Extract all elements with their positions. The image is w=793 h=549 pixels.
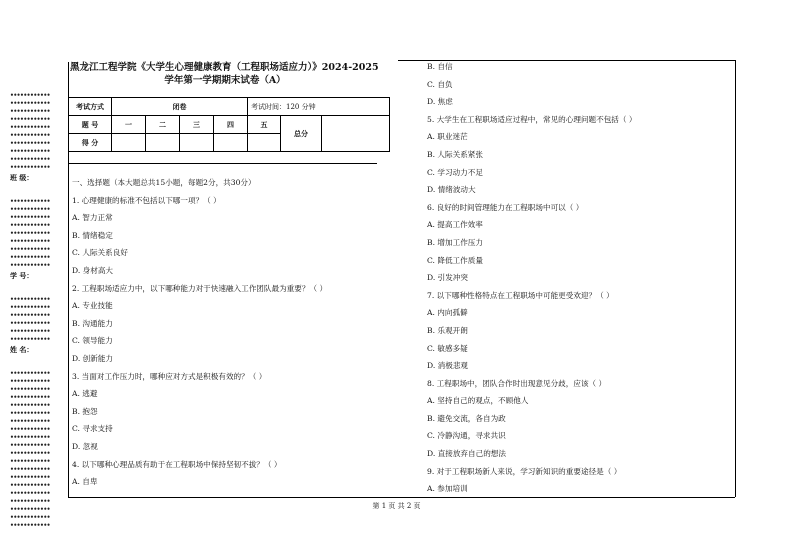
column-header: 五	[248, 116, 281, 134]
binding-dots: ••••••••••••	[10, 206, 51, 213]
binding-margin	[10, 92, 60, 530]
exam-mode-value: 闭卷	[112, 98, 248, 116]
binding-dots: ••••••••••••	[10, 506, 51, 513]
option: A. 提高工作效率	[427, 220, 483, 230]
binding-dots: ••••••••••••	[10, 482, 51, 489]
binding-dots: ••••••••••••	[10, 410, 51, 417]
page-footer: 第 1 页 共 2 页	[372, 502, 421, 510]
binding-dots: ••••••••••••	[10, 434, 51, 441]
binding-dots: ••••••••••••	[10, 148, 51, 155]
binding-dots: ••••••••••••	[10, 214, 51, 221]
binding-dots: ••••••••••••	[10, 92, 51, 99]
binding-dots: ••••••••••••	[10, 336, 51, 343]
exam-mode-label: 考试方式	[69, 98, 112, 116]
option: D. 引发冲突	[427, 273, 469, 283]
binding-dots: ••••••••••••	[10, 304, 51, 311]
binding-dots: ••••••••••••	[10, 370, 51, 377]
option: C. 敏感多疑	[427, 343, 468, 353]
score-cell	[214, 134, 248, 152]
binding-dots: ••••••••••••	[10, 450, 51, 457]
question-no-label: 题 号	[69, 116, 112, 134]
question: 5. 大学生在工程职场适应过程中，常见的心理问题不包括（ ）	[427, 114, 637, 124]
option: B. 抱怨	[72, 406, 98, 416]
question: 7. 以下哪种性格特点在工程职场中可能更受欢迎？（ ）	[427, 290, 614, 300]
option: A. 专业技能	[72, 301, 113, 311]
spacer	[10, 282, 60, 296]
option: B. 自信	[427, 62, 453, 71]
binding-dots: ••••••••••••	[10, 426, 51, 433]
binding-dots: ••••••••••••	[10, 378, 51, 385]
option: B. 增加工作压力	[427, 237, 483, 247]
binding-dots: ••••••••••••	[10, 296, 51, 303]
section-heading: 一、选择题（本大题总共15小题，每题2分，共30分）	[72, 178, 256, 187]
option: C. 人际关系良好	[72, 248, 128, 258]
option: C. 自负	[427, 79, 453, 89]
option: D. 情绪波动大	[427, 185, 476, 195]
binding-dots: ••••••••••••	[10, 320, 51, 327]
question: 1. 心理健康的标准不包括以下哪一项？（ ）	[72, 195, 221, 205]
binding-dots: ••••••••••••	[10, 442, 51, 449]
option: B. 沟通能力	[72, 318, 113, 328]
exam-title	[70, 61, 400, 87]
binding-dots: ••••••••••••	[10, 198, 51, 205]
binding-dots: ••••••••••••	[10, 124, 51, 131]
option: A. 坚持自己的观点，不顾他人	[427, 396, 529, 406]
binding-dots: ••••••••••••	[10, 474, 51, 481]
binding-dots: ••••••••••••	[10, 254, 51, 261]
binding-dots: ••••••••••••	[10, 246, 51, 253]
option: B. 情绪稳定	[72, 230, 113, 240]
binding-dots: ••••••••••••	[10, 156, 51, 163]
spacer	[10, 356, 60, 370]
column-header: 二	[146, 116, 180, 134]
option: A. 逃避	[72, 389, 98, 399]
option: B. 避免交流，各自为政	[427, 413, 506, 423]
option: D. 身材高大	[72, 265, 114, 275]
class-field-label: 班 级：	[10, 173, 34, 182]
option: B. 人际关系紧张	[427, 149, 483, 159]
option: A. 职业迷茫	[427, 132, 468, 142]
binding-dots: ••••••••••••	[10, 312, 51, 319]
score-cell	[180, 134, 214, 152]
option: C. 降低工作质量	[427, 255, 483, 265]
binding-dots: ••••••••••••	[10, 132, 51, 139]
option: C. 领导能力	[72, 336, 113, 346]
question: 9. 对于工程职场新人来说，学习新知识的重要途径是（ ）	[427, 466, 622, 476]
title-line-2: 学年第一学期期末试卷（A）	[164, 75, 286, 86]
binding-dots: ••••••••••••	[10, 514, 51, 521]
question: 3. 当面对工作压力时，哪种应对方式是积极有效的？（ ）	[72, 371, 267, 381]
column-header: 四	[214, 116, 248, 134]
frame-border-right	[735, 60, 736, 497]
binding-dots: ••••••••••••	[10, 522, 51, 529]
binding-dots: ••••••••••••	[10, 230, 51, 237]
total-score-cell	[322, 116, 390, 152]
option: D. 创新能力	[72, 353, 114, 363]
option: D. 消极悲观	[427, 361, 469, 371]
binding-dots: ••••••••••••	[10, 116, 51, 123]
option: A. 内向孤僻	[427, 308, 468, 318]
column-header: 三	[180, 116, 214, 134]
question: 6. 良好的时间管理能力在工程职场中可以（ ）	[427, 202, 584, 212]
binding-dots: ••••••••••••	[10, 386, 51, 393]
student-id-field-label: 学 号：	[10, 271, 34, 280]
binding-dots: ••••••••••••	[10, 238, 51, 245]
binding-dots: ••••••••••••	[10, 328, 51, 335]
option: C. 冷静沟通，寻求共识	[427, 431, 506, 441]
binding-dots: ••••••••••••	[10, 140, 51, 147]
total-label: 总分	[281, 116, 322, 152]
option: B. 乐观开朗	[427, 325, 468, 335]
option: C. 学习动力不足	[427, 167, 483, 177]
option: A. 自卑	[72, 477, 98, 487]
score-cell	[146, 134, 180, 152]
binding-dots: ••••••••••••	[10, 164, 51, 171]
binding-dots: ••••••••••••	[10, 262, 51, 269]
binding-dots: ••••••••••••	[10, 100, 51, 107]
binding-dots: ••••••••••••	[10, 498, 51, 505]
option: D. 直接放弃自己的想法	[427, 449, 506, 459]
question: 8. 工程职场中，团队合作时出现意见分歧，应该（ ）	[427, 378, 607, 388]
binding-dots: ••••••••••••	[10, 394, 51, 401]
score-label: 得 分	[69, 134, 112, 152]
binding-dots: ••••••••••••	[10, 222, 51, 229]
option: D. 忽视	[72, 441, 98, 451]
score-cell	[248, 134, 281, 152]
binding-dots: ••••••••••••	[10, 418, 51, 425]
column-header: 一	[112, 116, 146, 134]
name-field-label: 姓 名：	[10, 345, 34, 354]
exam-time: 考试时间：120 分钟	[248, 98, 390, 116]
score-table	[68, 97, 390, 152]
binding-dots: ••••••••••••	[10, 458, 51, 465]
right-column	[427, 58, 637, 498]
binding-dots: ••••••••••••	[10, 402, 51, 409]
option: C. 寻求支持	[72, 424, 113, 434]
binding-dots: ••••••••••••	[10, 466, 51, 473]
spacer	[10, 184, 60, 198]
binding-dots: ••••••••••••	[10, 108, 51, 115]
option: A. 参加培训	[427, 484, 468, 494]
left-column	[72, 174, 327, 491]
option: A. 智力正常	[72, 213, 113, 223]
option: D. 焦虑	[427, 97, 453, 107]
divider	[68, 163, 377, 164]
title-line-1: 黑龙江工程学院《大学生心理健康教育（工程职场适应力）》2024-2025	[70, 62, 379, 73]
binding-dots: ••••••••••••	[10, 490, 51, 497]
score-cell	[112, 134, 146, 152]
question: 4. 以下哪种心理品质有助于在工程职场中保持坚韧不拔？（ ）	[72, 459, 282, 469]
question: 2. 工程职场适应力中，以下哪种能力对于快速融入工作团队最为重要？（ ）	[72, 283, 328, 293]
